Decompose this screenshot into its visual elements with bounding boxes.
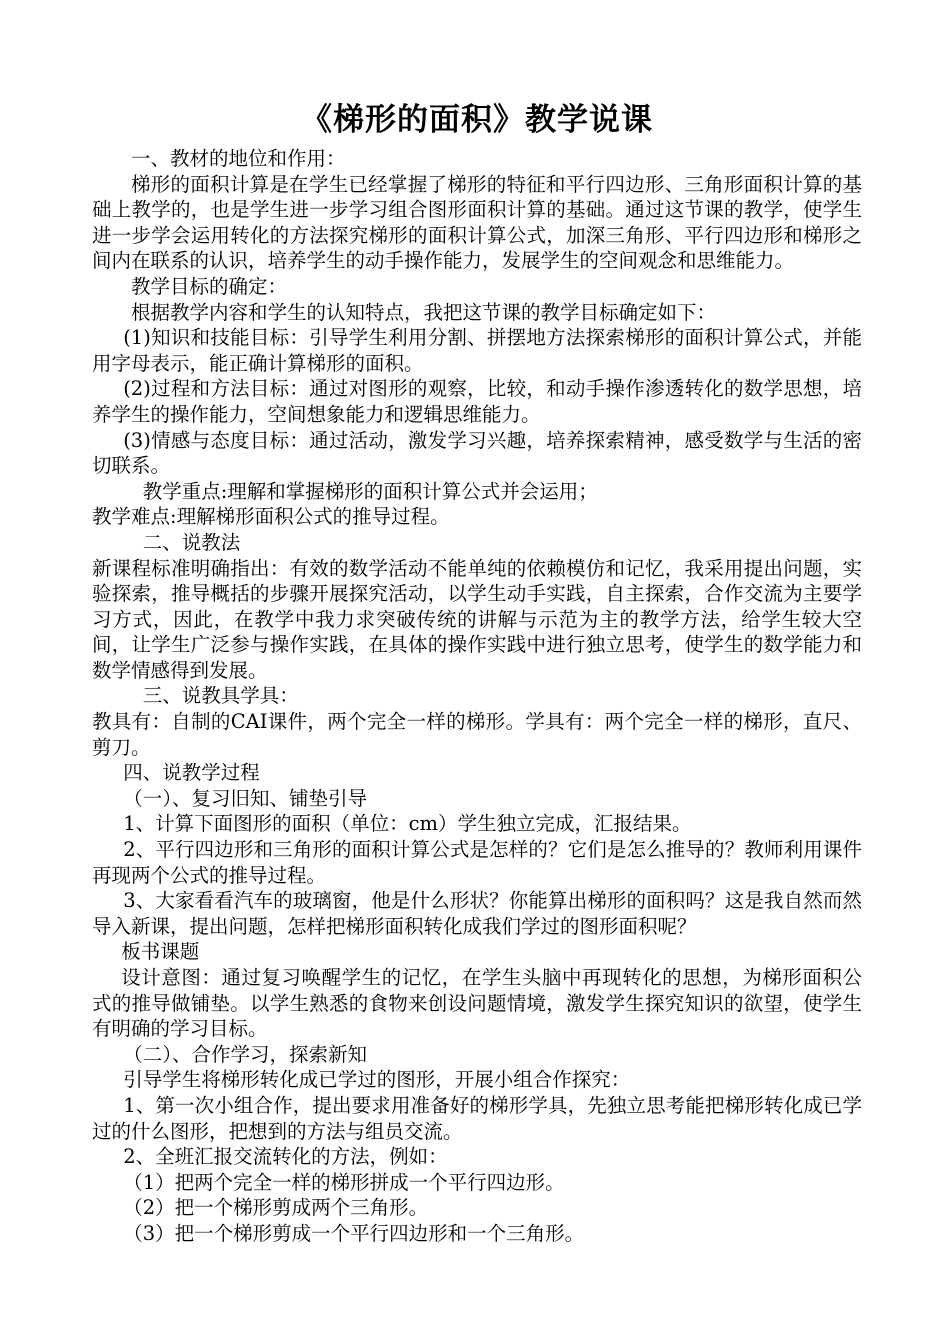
paragraph: （1）把两个完全一样的梯形拼成一个平行四边形。 bbox=[123, 1170, 565, 1194]
paragraph: （一）、复习旧知、铺垫引导 bbox=[123, 786, 367, 810]
paragraph: 2、平行四边形和三角形的面积计算公式是怎样的？它们是怎么推导的？教师利用课件再现两个公式的推导过程。 bbox=[92, 838, 862, 887]
paragraph: 教学难点:理解梯形面积公式的推导过程。 bbox=[92, 505, 450, 529]
document-title: 《梯形的面积》教学说课 bbox=[301, 102, 653, 138]
paragraph: (1)知识和技能目标：引导学生利用分割、拼摆地方法探索梯形的面积计算公式，并能用字母表示，能正确计算梯形的面积。 bbox=[92, 326, 862, 375]
paragraph: 教具有：自制的CAI课件，两个完全一样的梯形。学具有：两个完全一样的梯形，直尺、剪刀。 bbox=[92, 710, 862, 759]
paragraph: 教学目标的确定： bbox=[131, 274, 288, 298]
paragraph: 根据教学内容和学生的认知特点，我把这节课的教学目标确定如下： bbox=[131, 300, 717, 324]
paragraph: 1、第一次小组合作，提出要求用准备好的梯形学具，先独立思考能把梯形转化成已学过的什么图形，把想到的方法与组员交流。 bbox=[92, 1093, 862, 1143]
paragraph: 设计意图：通过复习唤醒学生的记忆，在学生头脑中再现转化的思想，为梯形面积公式的推导做铺垫。以学生熟悉的食物来创设问题情境，激发学生探究知识的欲望，使学生有明确的学习目标。 bbox=[92, 966, 862, 1041]
paragraph: 新课程标准明确指出：有效的数学活动不能单纯的依赖模仿和记忆，我采用提出问题，实验探索，推导概括的步骤开展探究活动，以学生动手实践，自主探索，合作交流为主要学习方式，因此，在教学中我力求突破传统的讲解与示范为主的教学方法，给学生较大空间，让学生广泛参与操作实践，在具体的操作实践中进行独立思考，使学生的数学能力和数学情感得到发展。 bbox=[92, 556, 862, 682]
paragraph: 1、计算下面图形的面积（单位：cm）学生独立完成，汇报结果。 bbox=[123, 812, 692, 836]
paragraph: 3、大家看看汽车的玻璃窗，他是什么形状？你能算出梯形的面积吗？这是我自然而然导入新课，提出问题，怎样把梯形面积转化成我们学过的图形面积呢？ bbox=[92, 889, 862, 938]
paragraph: 板书课题 bbox=[121, 940, 200, 964]
paragraph: (3)情感与态度目标：通过活动，激发学习兴趣，培养探索精神，感受数学与生活的密切联系。 bbox=[92, 428, 862, 478]
paragraph: 四、说教学过程 bbox=[123, 761, 260, 785]
paragraph: 引导学生将梯形转化成已学过的图形，开展小组合作探究： bbox=[123, 1068, 631, 1092]
paragraph: （3）把一个梯形剪成一个平行四边形和一个三角形。 bbox=[123, 1221, 585, 1245]
paragraph: 梯形的面积计算是在学生已经掌握了梯形的特征和平行四边形、三角形面积计算的基础上教学的，也是学生进一步学习组合图形面积计算的基础。通过这节课的教学，使学生进一步学会运用转化的方法探究梯形的面积计算公式，加深三角形、平行四边形和梯形之间内在联系的认识，培养学生的动手操作能力，发展学生的空间观念和思维能力。 bbox=[92, 172, 862, 273]
paragraph: 2、全班汇报交流转化的方法，例如： bbox=[123, 1145, 448, 1169]
paragraph: 一、教材的地位和作用： bbox=[131, 147, 346, 170]
paragraph: （二）、合作学习，探索新知 bbox=[123, 1042, 367, 1066]
document-page bbox=[92, 96, 862, 1247]
paragraph: 二、说教法 bbox=[142, 530, 241, 554]
document-body bbox=[92, 146, 862, 1247]
paragraph: （2）把一个梯形剪成两个三角形。 bbox=[123, 1196, 429, 1220]
paragraph: 教学重点:理解和掌握梯形的面积计算公式并会运用； bbox=[142, 479, 598, 503]
paragraph: (2)过程和方法目标：通过对图形的观察，比较，和动手操作渗透转化的数学思想，培养学生的操作能力，空间想象能力和逻辑思维能力。 bbox=[92, 377, 862, 426]
paragraph: 三、说教具学具： bbox=[142, 684, 299, 708]
